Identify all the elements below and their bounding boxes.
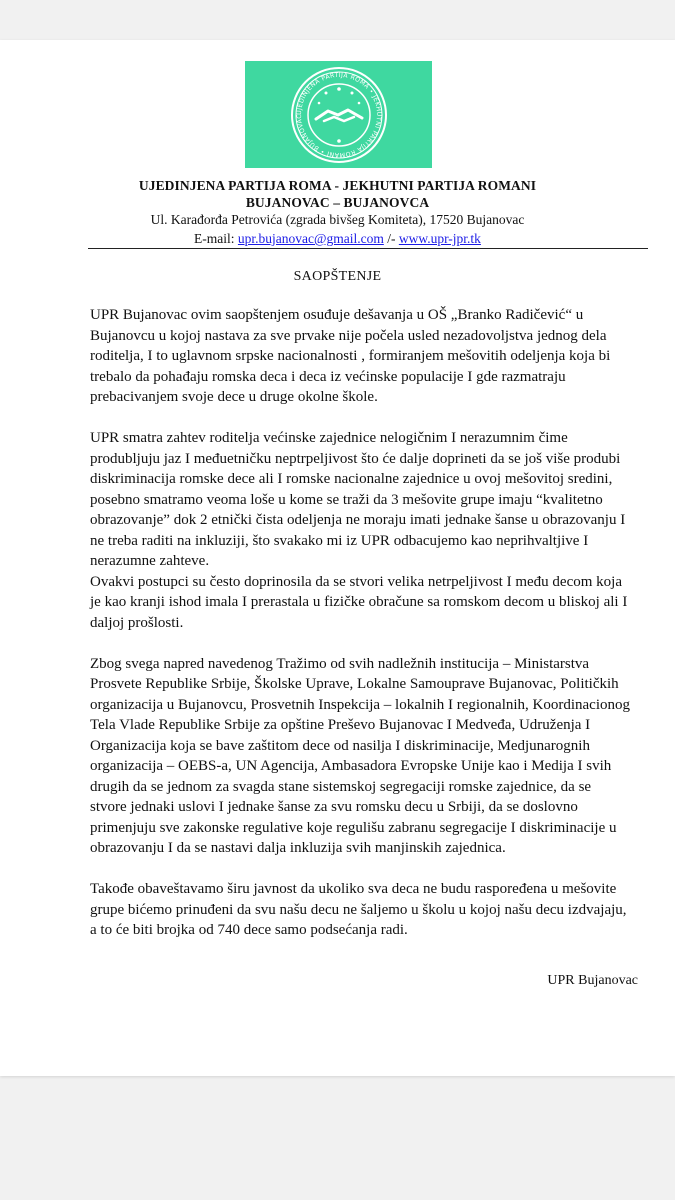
header-divider [88, 248, 648, 249]
document-title: SAOPŠTENJE [293, 269, 382, 284]
document-body [90, 305, 630, 961]
email-label: E-mail: [194, 231, 238, 246]
seal-ring-text: UJEDINJENA PARTIJA ROMA • JEKHUTNI PARTIJA ROMANI • BUJANOVAC [295, 71, 382, 158]
website-link[interactable]: www.upr-jpr.tk [398, 231, 481, 246]
paragraph-1: UPR Bujanovac ovim saopštenjem osuđuje dešavanja u OŠ „Branko Radičević“ u Bujanovcu u kojoj nastava za sve prvake nije počela usled nezadovoljstva jednog dela roditelja, I to uglavnom srpske nacionalnosti , formiranjem mešovitih odeljenja koja bi trebalo da pohađaju romska deca i deca iz većinske populacije I gde razmatraju prebacivanjem svoje dece u druge okolne škole. [90, 307, 611, 405]
org-name-line1: UJEDINJENA PARTIJA ROMA - JEKHUTNI PARTIJA ROMANI [138, 178, 537, 193]
paragraph-4: Zbog svega napred navedenog Tražimo od svih nadležnih institucija – Ministarstva Prosvete Republike Srbije, Školske Uprave, Lokalne Samouprave Bujanovac, Političkih organizacija u Bujanovcu, Prosvetnih Inspekcija – lokalnih I regionalnih, Koordinacionog Tela Vlade Republike Srbije za opštine Preševo Bujanovac I Medveđa, Udruženja I Organizacija koja se bave zaštitom dece od nasilja I diskriminacije, Medjunarognih organizacija – OEBS-a, UN Agencija, Ambasadora Evropske Unije kao i Medija I svih drugih da se jednom za svagda stane sistemskoj segregaciji romske zajednice, da se stvore jednaki uslovi I jednake šanse za svu romsku decu u Srbiji, da se doslovno primenjuju sve zakonske regulative koje regulišu zabranu segregacije I diskriminacije u obrazovanju I da se nastavi dalja inkluzija svih manjinskih zajednica. [90, 655, 631, 856]
contact-line [0, 231, 675, 247]
signature: UPR Bujanovac [547, 973, 638, 988]
paragraph-2: UPR smatra zahtev roditelja većinske zajednice nelogičnim I nerazumnim čime produbljuju jaz I međuetničku neptrpeljivost što će dalje doprineti da se još više produbi diskriminacija romske dece ali I romske nacionalne zajednice u ovoj mešovitoj sredini, posebno smatramo veoma loše u kome se traži da 3 mešovite grupe imaju “kvalitetno obrazovanje” dok 2 etnički čista odeljenja ne moraju imati jednake šanse u obrazovanju I ne treba raditi na inkluziji, što svakako mi iz UPR odbacujemo kao neprihvaltjive I nerazumne zahteve. [90, 430, 626, 569]
org-address: Ul. Karađorđa Petrovića (zgrada bivšeg Komiteta), 17520 Bujanovac [150, 212, 525, 227]
email-link[interactable]: upr.bujanovac@gmail.com [237, 231, 384, 246]
document-page [0, 40, 675, 1076]
paragraph-3: Ovakvi postupci su često doprinosila da se stvori velika netrpeljivost I među decom koja je kao kranji ishod imala I prerastala u fizičke obračune sa romskom decom u bliskoj ali I daljoj prošlosti. [90, 573, 628, 631]
party-seal-icon [286, 65, 392, 165]
org-name-line2: BUJANOVAC – BUJANOVCA [245, 195, 430, 210]
contact-separator: /- [383, 231, 399, 246]
party-logo [245, 61, 432, 168]
paragraph-5: Takođe obaveštavamo širu javnost da ukoliko sva deca ne budu raspoređena u mešovite grupe bićemo prinuđeni da svu našu decu ne šaljemo u školu u kojoj našu decu izdvajaju, a to će biti brojka od 740 dece samo podsećanja radi. [90, 881, 627, 938]
